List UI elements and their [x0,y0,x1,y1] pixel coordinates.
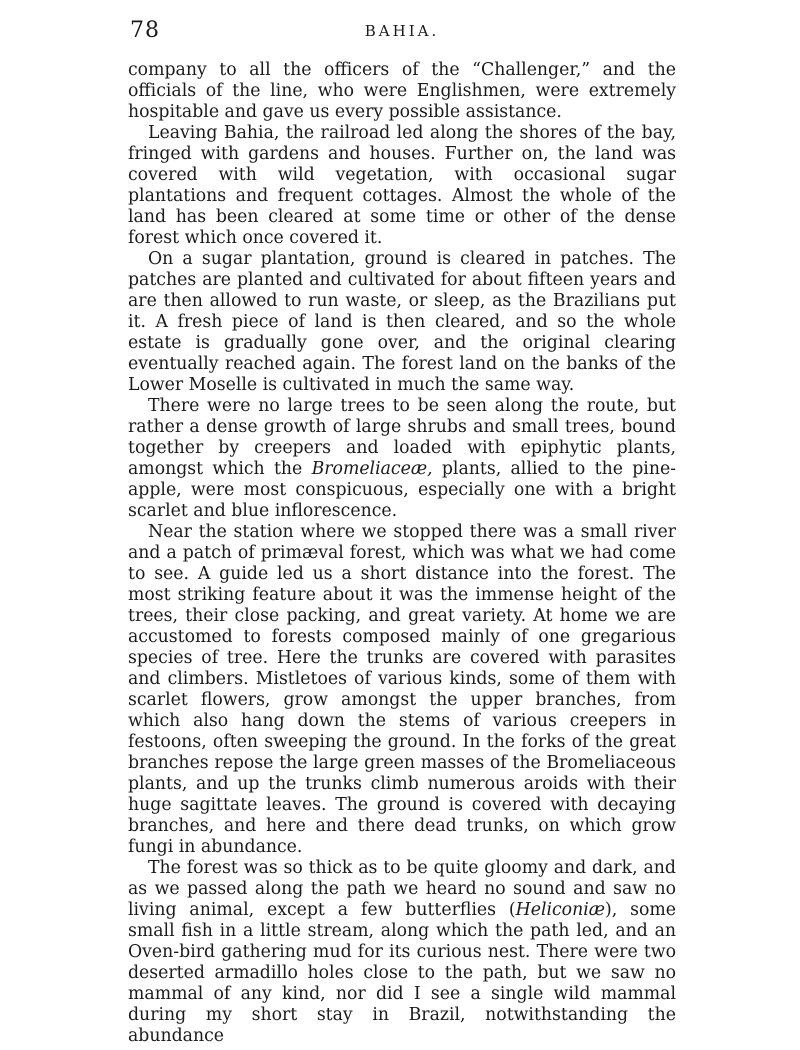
paragraph-3 [128,249,676,396]
paragraph-4 [128,396,676,522]
italic-term: Bromeliaceæ, [311,459,433,479]
page-header [128,12,676,60]
paragraph-6 [128,858,676,1047]
body-text [128,60,676,1047]
text-segment: ), some small fish in a little stream, along which the path led, and an Oven-bird gathering mud for its curious nest. There were two deserted armadillo holes close to the path, but we saw no mammal of any kind, nor did I see a single wild mammal during my short stay in Brazil, notwithstanding the abundance [128,900,676,1046]
text-segment: Near the station where we stopped there was a small river and a patch of primæval forest, which was what we had come to see. A guide led us a short distance into the forest. The most striking feature about it was the immense height of the trees, their close packing, and great variety. At home we are accustomed to forests composed mainly of one gregarious species of tree. Here the trunks are covered with parasites and climbers. Mistletoes of various kinds, some of them with scarlet flowers, grow amongst the upper branches, from which also hang down the stems of various creepers in festoons, often sweeping the ground. In the forks of the great branches repose the large green masses of the Bromeliaceous plants, and up the trunks climb numerous aroids with their huge sagittate leaves. The ground is covered with decaying branches, and here and there dead trunks, on which grow fungi in abundance. [128,522,676,857]
running-head: BAHIA. [364,22,440,40]
paragraph-1 [128,60,676,123]
text-segment: There were no large trees to be seen along the route, but rather a dense growth of large shrubs and small trees, bound together by creepers and loaded with epiphytic plants, amongst which the [128,396,676,479]
paragraph-5 [128,522,676,858]
italic-term: Heliconiæ [515,900,605,920]
text-segment: On a sugar plantation, ground is cleared in patches. The patches are planted and cultivated for about fifteen years and are then allowed to run waste, or sleep, as the Brazilians put it. A fresh piece of land is then cleared, and so the whole estate is gradually gone over, and the original clearing eventually reached again. The forest land on the banks of the Lower Moselle is cultivated in much the same way. [128,249,676,395]
text-segment: The forest was so thick as to be quite gloomy and dark, and as we passed along the path we heard no sound and saw no living animal, except a few butterflies ( [128,858,676,920]
paragraph-2 [128,123,676,249]
text-segment: company to all the officers of the “Challenger,” and the officials of the line, who were Englishmen, were extremely hospitable and gave us every possible assistance. [128,60,676,122]
page-number: 78 [130,18,160,43]
book-page [128,12,676,1047]
text-segment: Leaving Bahia, the railroad led along the shores of the bay, fringed with gardens and houses. Further on, the land was covered with wild vegetation, with occasional sugar plantations and frequent cottages. Almost the whole of the land has been cleared at some time or other of the dense forest which once covered it. [128,123,676,248]
text-segment: plants, allied to the pine-apple, were most conspicuous, especially one with a bright scarlet and blue inflorescence. [128,459,677,521]
